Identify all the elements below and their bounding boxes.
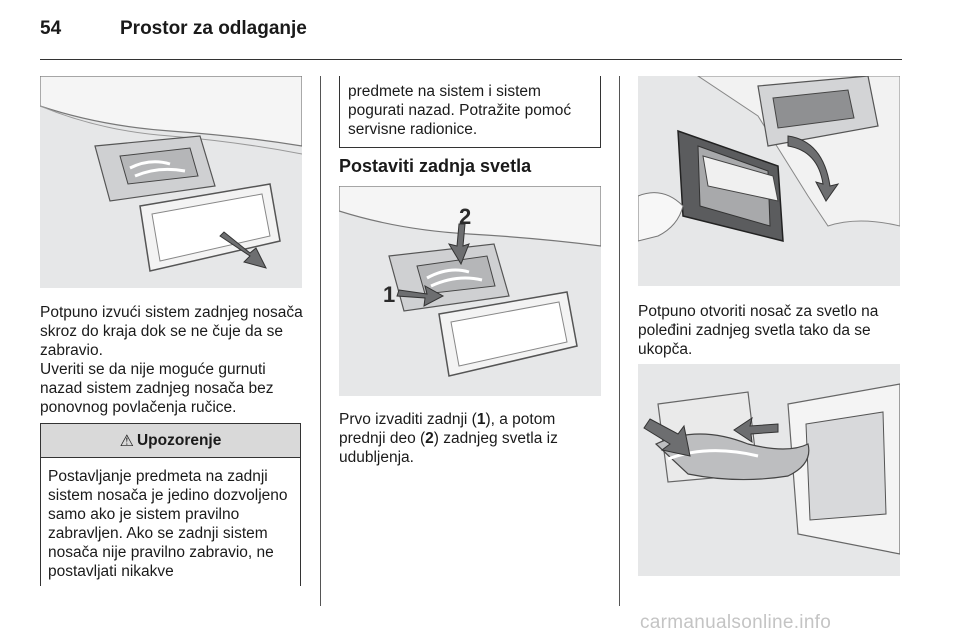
- caption-number-2: 2: [425, 430, 434, 447]
- caption-part-1: Prvo izvaditi zadnji (: [339, 411, 477, 428]
- callout-2: 2: [459, 204, 472, 229]
- column-divider-1: [320, 76, 321, 606]
- watermark: carmanualsonline.info: [640, 612, 832, 633]
- caption-remove-order: [339, 410, 601, 467]
- callout-1: 1: [383, 282, 396, 307]
- warning-triangle-icon: ⚠: [119, 432, 134, 450]
- column-divider-2: [619, 76, 620, 606]
- warning-box: [40, 423, 301, 586]
- caption-number-1: 1: [476, 411, 486, 428]
- header-rule: [40, 59, 902, 60]
- caption-part-3: ) zadnjeg svetla iz udubljenja.: [339, 430, 558, 466]
- warning-header: [41, 424, 300, 458]
- illustration-remove-tail-light: [339, 186, 601, 396]
- paragraph-pull-out: Potpuno izvući sistem zadnjeg nosača skroz do kraja dok se ne čuje da se zabravio.: [40, 304, 303, 359]
- warning-heading: Upozorenje: [136, 431, 222, 449]
- paragraph-open-holder: Potpuno otvoriti nosač za svetlo na poleđini zadnjeg svetla tako da se ukopča.: [638, 303, 879, 358]
- illustration-pull-out-carrier: [40, 76, 302, 288]
- warning-box-continued: predmete na sistem i sistem pogurati nazad. Potražite pomoć servisne radionice.: [339, 76, 601, 148]
- illustration-clip-holder: [638, 364, 900, 576]
- page-number: 54: [40, 18, 62, 39]
- paragraph-check-lock: Uveriti se da nije moguće gurnuti nazad sistem zadnjeg nosača bez ponovnog povlačenja ručice.: [40, 361, 274, 416]
- caption-part-2: ), a potom prednji deo (: [339, 411, 556, 447]
- section-heading: Postaviti zadnja svetla: [339, 156, 532, 176]
- warning-text: Postavljanje predmeta na zadnji sistem nosača je jedino dozvoljeno samo ako je sistem pravilno zabravljen. Ako se zadnji sistem nosača nije pravilno zabravio, ne postavljati nikakve: [48, 468, 288, 580]
- illustration-open-bulb-holder: [638, 76, 900, 286]
- page-header: [40, 18, 307, 48]
- page-title: Prostor za odlaganje: [120, 18, 307, 39]
